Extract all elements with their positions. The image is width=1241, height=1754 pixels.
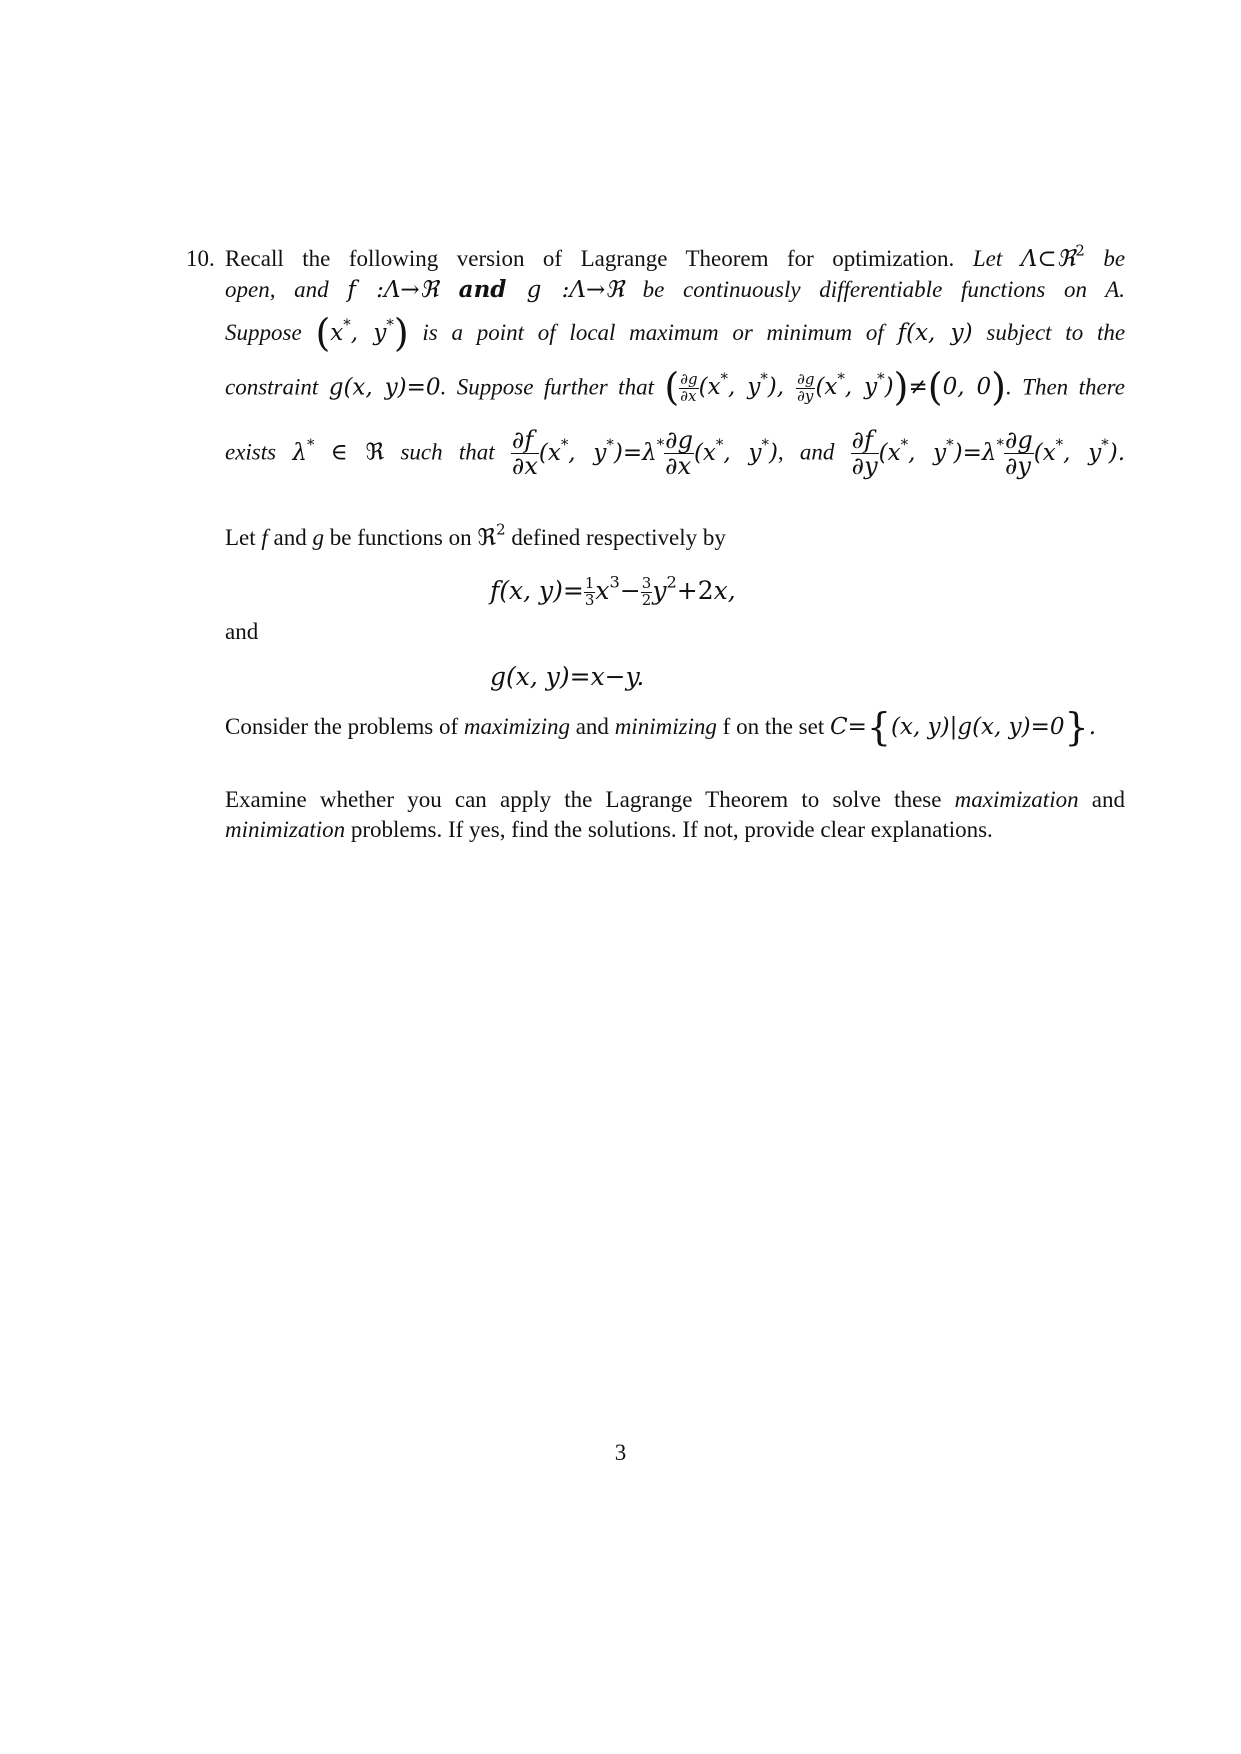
- f-definition-equation: f(x, y)= $\frac{1}{3}$ $x^3-$ $\frac{3}{2}$ $y^2+2x$,: [490, 572, 736, 609]
- gradient-nonzero-condition: ( $\frac{\partial g}{\partial x}$ (x*, y*), $\frac{\partial g}{\partial y}$ (x*, y*))≠(0, 0): [664, 365, 1006, 410]
- theorem-line-2: open, and f :Λ→ℜ and g :Λ→ℜ be continuously differentiable functions on A.: [225, 276, 1126, 303]
- r-squared: ℜ$^2$: [477, 520, 506, 551]
- question-number: 10.: [186, 246, 215, 271]
- constraint-expression: g(x, y)=0: [328, 374, 441, 401]
- theorem-line-3: Suppose (x*, y*) is a point of local maximum or minimum of f(x, y) subject to the: [225, 311, 1126, 355]
- f-of-xy: f(x, y): [897, 320, 973, 346]
- examine-line-2: minimization problems. If yes, find the solutions. If not, provide clear explanations.: [225, 817, 993, 842]
- theorem-line-4: constraint g(x, y)=0. Suppose further that ( $\frac{\partial g}{\partial x}$ (x*, y*), $\frac{\partial g}{\partial y}$ (x*, y*))≠(0, 0). Then there: [225, 365, 1125, 410]
- consider-line: Consider the problems of maximizing and minimizing f on the set C={(x, y)|g(x, y)=0}.: [225, 705, 1097, 749]
- function-f-mapping: f :Λ→ℜ and g :Λ→ℜ: [347, 276, 624, 303]
- theorem-intro: Recall the following version of Lagrange Theorem for optimization.: [225, 246, 955, 271]
- lambda-star: λ*: [292, 435, 315, 466]
- lagrange-condition-y: $\frac{\partial f}{\partial y}$ (x*, y*)=λ* $\frac{\partial g}{\partial y}$ (x*, y*).: [851, 426, 1126, 481]
- g-definition-equation: g(x, y)=x−y.: [490, 662, 645, 691]
- page-number: 3: [614, 1440, 627, 1465]
- definition-intro: Let f and g be functions on ℜ$^2$ defined respectively by: [225, 520, 726, 551]
- examine-line-1: Examine whether you can apply the Lagrange Theorem to solve these maximization and: [225, 787, 1125, 812]
- set-c-expression: C={(x, y)|g(x, y)=0}.: [829, 705, 1097, 749]
- set-subset-expression: Λ⊂ℜ$^2$: [1020, 241, 1085, 272]
- lagrange-condition-x: $\frac{\partial f}{\partial x}$ (x*, y*)=λ* $\frac{\partial g}{\partial x}$ (x*, y*): [511, 426, 778, 481]
- and-line: and: [225, 619, 259, 644]
- point-xstar-ystar: (x*, y*): [315, 311, 409, 355]
- theorem-line-1: Recall the following version of Lagrange Theorem for optimization. Let Λ⊂ℜ$^2$ be: [225, 241, 1126, 272]
- theorem-line-5: exists λ* ∈ ℜ such that $\frac{\partial f}{\partial x}$ (x*, y*)=λ* $\frac{\partial g}{\partial x}$ (x*, y*), and $\frac{\partial f}{\partial y}$ (x*, y*)=λ* $\frac{\partial g}{\partial y}$ (x*, y*).: [225, 426, 1126, 481]
